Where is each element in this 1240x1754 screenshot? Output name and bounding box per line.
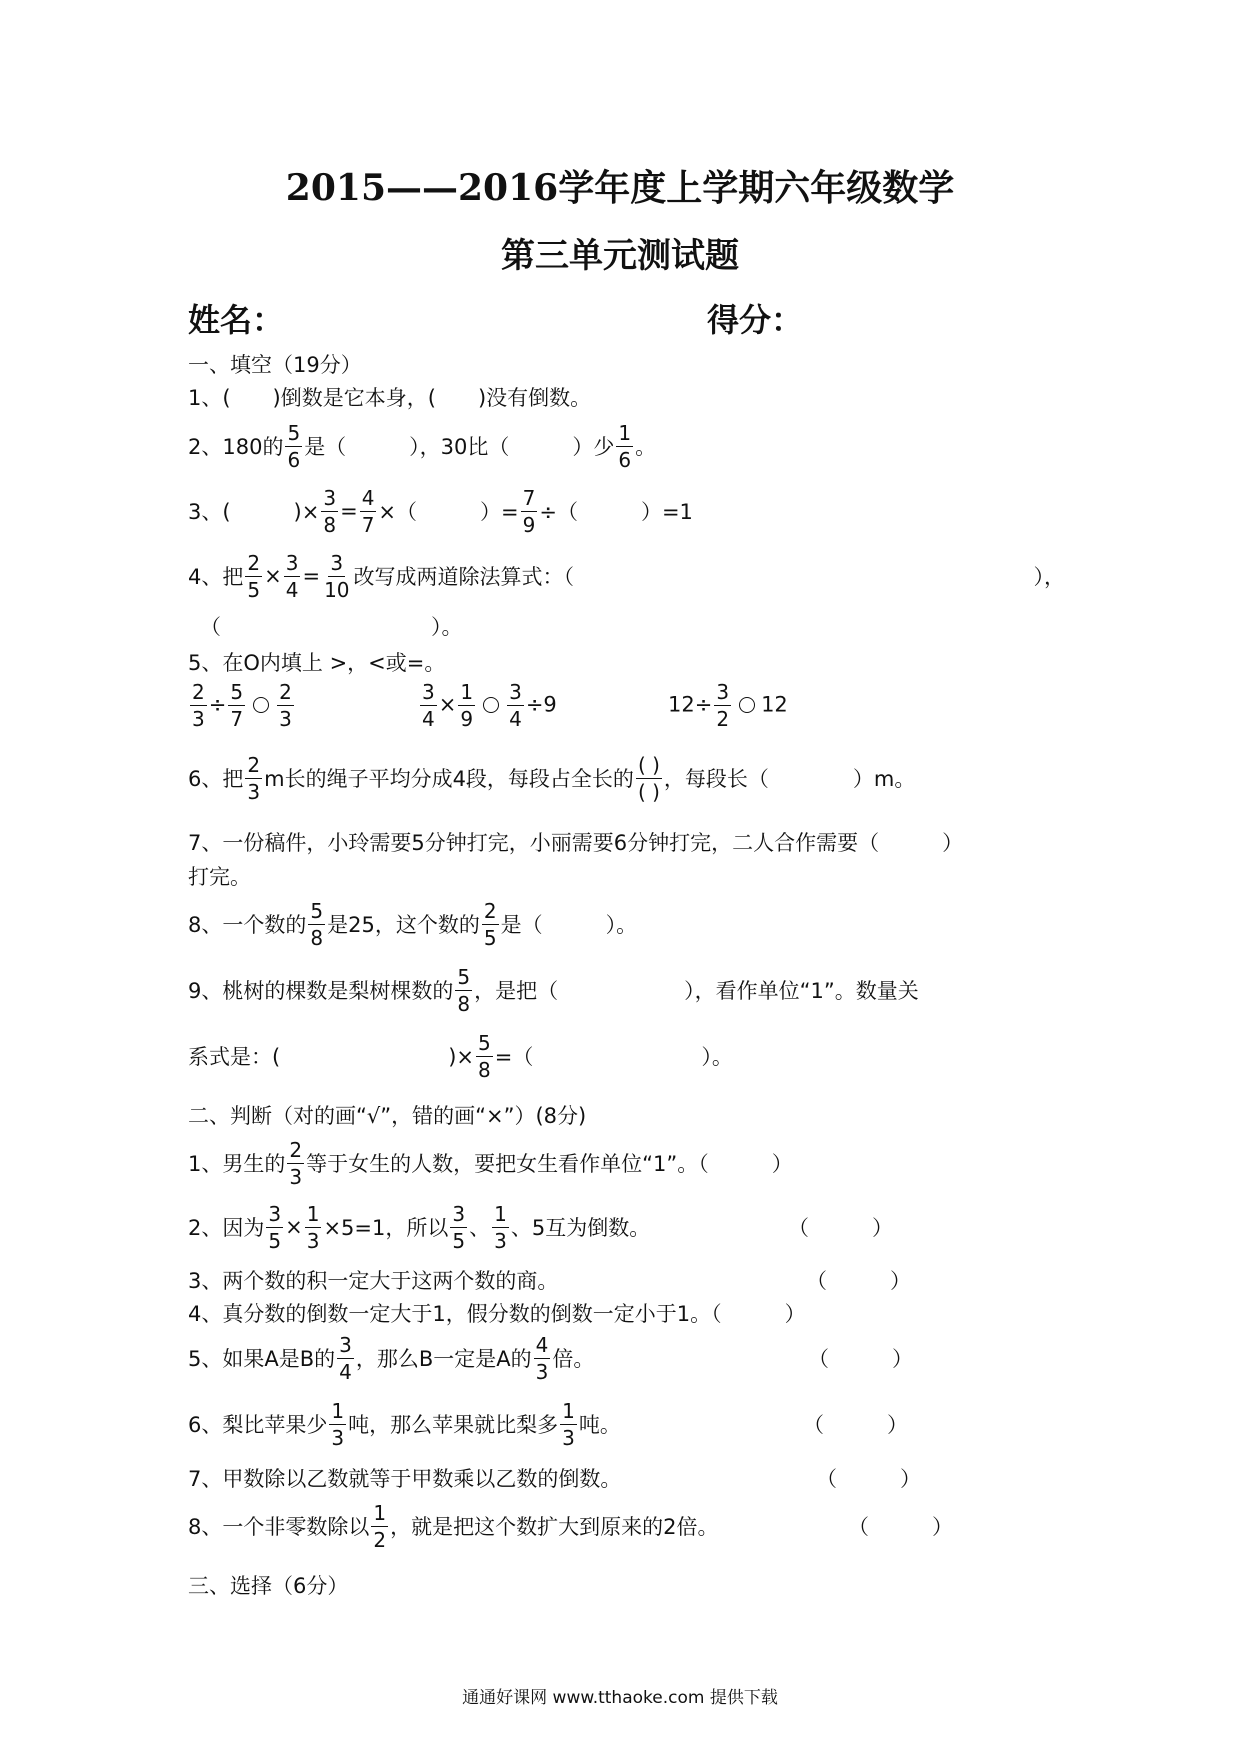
q4-text-e: ）， [1033,565,1065,589]
q8-text-a: 8、一个数的 [188,913,307,937]
question-1: 1、( )倒数是它本身，( )没有倒数。 [188,386,592,410]
q9-text-d: =（ ）。 [494,1045,733,1069]
judge-1 [188,1135,1060,1191]
q4-text-d: 改写成两道除法算式：（ [353,565,575,589]
fraction: $\frac{3}{2}$ [716,679,730,731]
fraction: $\frac{3}{10}$ [324,550,350,602]
q8-text-c: 是（ ）。 [500,913,638,937]
fraction: $\frac{3}{4}$ [509,679,522,731]
question-2 [188,418,1060,474]
fraction: $\frac{3}{5}$ [268,1201,282,1253]
fraction: 5 8 [457,964,471,1016]
q2-text-a: 2、180的 [188,435,284,459]
compare-2: $\frac{3}{4}$ × $\frac{1}{9}$ $\frac{3}{4}$ ÷9 [422,679,557,731]
j5-text-a: 5、如果A是B的 [188,1347,336,1371]
fraction: $\frac{5}{8}$ [477,1030,491,1082]
fraction: 1 3 [494,1201,507,1253]
q2-text-c: 。 [635,435,657,459]
q8-text-b: 是25，这个数的 [327,913,480,937]
q9-text-b: ，是把（ ），看作单位“1”。数量关 [474,979,919,1003]
q4-text-b: × [264,564,282,588]
q6-text-a: 6、把 [188,767,244,791]
page-title: 2015——2016学年度上学期六年级数学 [285,167,955,209]
judge-6: 6、梨比苹果少 1 3 吨，那么苹果就比梨多 1 3 吨。 （ ） [188,1398,908,1450]
answer-blank[interactable]: （ ） [808,1347,913,1371]
footer-source: 通通好课网 www.tthaoke.com 提供下载 [462,1688,778,1708]
fraction: $\frac{1}{3}$ [306,1201,320,1253]
j8-text-a: 8、一个非零数除以 [188,1515,370,1539]
fraction: 2 3 [289,1137,303,1189]
compare-1: $\frac{2}{3}$ ÷ $\frac{5}{7}$ $\frac{2}{3}$ [192,679,292,731]
answer-blank[interactable]: （ ） [816,1467,921,1491]
fraction: $\frac{1}{9}$ [460,679,474,731]
answer-blank[interactable]: （ ） [803,1413,908,1437]
q6-text-b: m长的绳子平均分成4段，每段占全长的 [264,767,634,791]
fraction: 2 5 [483,898,497,950]
compare-3: 12÷ $\frac{3}{2}$ 12 [668,679,788,731]
fraction: 4 3 [535,1332,549,1384]
fraction: 2 3 [247,752,261,804]
question-8 [188,896,1060,952]
j2-text-a: 2、因为 [188,1216,265,1240]
judge-7 [188,1456,1060,1500]
page-subtitle: 第三单元测试题 [501,236,739,276]
fraction: 3 4 [339,1332,352,1384]
fraction: $\frac{4}{7}$ [361,485,375,537]
q3-text-d: ÷（ ）=1 [539,500,693,524]
fraction: 5 8 [310,898,324,950]
fraction: $\frac{3}{4}$ [422,679,435,731]
answer-blank[interactable]: （ ） [806,1269,911,1293]
compare-circle-icon[interactable] [483,697,499,713]
fraction: $\frac{2}{3}$ [279,679,292,731]
question-4-line2: （ ）。 [200,615,463,639]
judge-4: 4、真分数的倒数一定大于1，假分数的倒数一定小于1。（ ） [188,1302,806,1326]
question-7: 7、一份稿件，小玲需要5分钟打完，小丽需要6分钟打完，二人合作需要（ ） [188,831,964,855]
fraction: $\frac{5}{7}$ [230,679,244,731]
q3-text-b: = [340,499,358,523]
answer-blank[interactable]: （ ） [788,1216,893,1240]
q3-text-a: 3、( )× [188,500,320,524]
judge-2: 2、因为 $\frac{3}{5}$ × $\frac{1}{3}$ ×5=1，所以 3 5 、 1 3 、5互为倒数。 （ ） [188,1201,893,1253]
judge-8: 8、一个非零数除以 1 2 ，就是把这个数扩大到原来的2倍。 （ ） [188,1500,953,1552]
score-label: 得分： [707,301,804,339]
judge-5: 5、如果A是B的 3 4 ，那么B一定是A的 4 3 倍。 （ ） [188,1332,913,1384]
j1-text-b: 等于女生的人数，要把女生看作单位“1”。（ ） [306,1152,793,1176]
q4-text-c: = [302,564,321,588]
fraction: $\frac{2}{5}$ [247,550,261,602]
j7-text: 7、甲数除以乙数就等于甲数乘以乙数的倒数。 [188,1467,622,1491]
fraction: 5 6 [287,420,301,472]
q2-text-b: 是（ ），30比（ ）少 [304,435,615,459]
q9-text-a: 9、桃树的棵数是梨树棵数的 [188,979,454,1003]
compare-circle-icon[interactable] [739,697,755,713]
fraction: $\frac{3}{8}$ [323,485,337,537]
fraction: 3 5 [452,1201,466,1253]
name-label: 姓名： [188,301,285,339]
q3-text-c: ×（ ）= [378,500,519,524]
compare-circle-icon[interactable] [253,697,269,713]
section-true-false: 二、判断（对的画“√”，错的画“×”）(8分) [188,1104,587,1128]
section-multiple-choice: 三、选择（6分） [188,1574,349,1598]
fraction: $\frac{3}{4}$ [285,550,299,602]
fraction: 1 3 [562,1398,575,1450]
question-6 [188,748,1060,808]
q4-text-a: 4、把 [188,565,244,589]
question-4 [188,548,1065,604]
fraction: $\frac{7}{9}$ [522,485,536,537]
section-fill-blank: 一、填空（19分） [188,353,362,377]
question-9 [188,962,1060,1018]
q9-text-c: 系式是：( )× [188,1045,474,1069]
question-5: 5、在O内填上 >，<或=。 [188,651,446,675]
q6-text-c: ，每段长（ ）m。 [663,767,916,791]
answer-blank[interactable]: （ ） [848,1515,953,1539]
fraction: 1 2 [373,1500,387,1552]
fraction: 1 6 [618,420,632,472]
fraction: $\frac{2}{3}$ [192,679,205,731]
question-9-line2 [188,1028,1060,1084]
j6-text-a: 6、梨比苹果少 [188,1413,328,1437]
j3-text: 3、两个数的积一定大于这两个数的商。 [188,1269,559,1293]
question-3 [188,483,1060,539]
question-7-line2: 打完。 [188,865,251,889]
fraction: 1 3 [331,1398,345,1450]
fraction-blank: ( ) ( ) [637,752,660,804]
j1-text-a: 1、男生的 [188,1152,286,1176]
question-5-comparisons [188,677,1060,733]
